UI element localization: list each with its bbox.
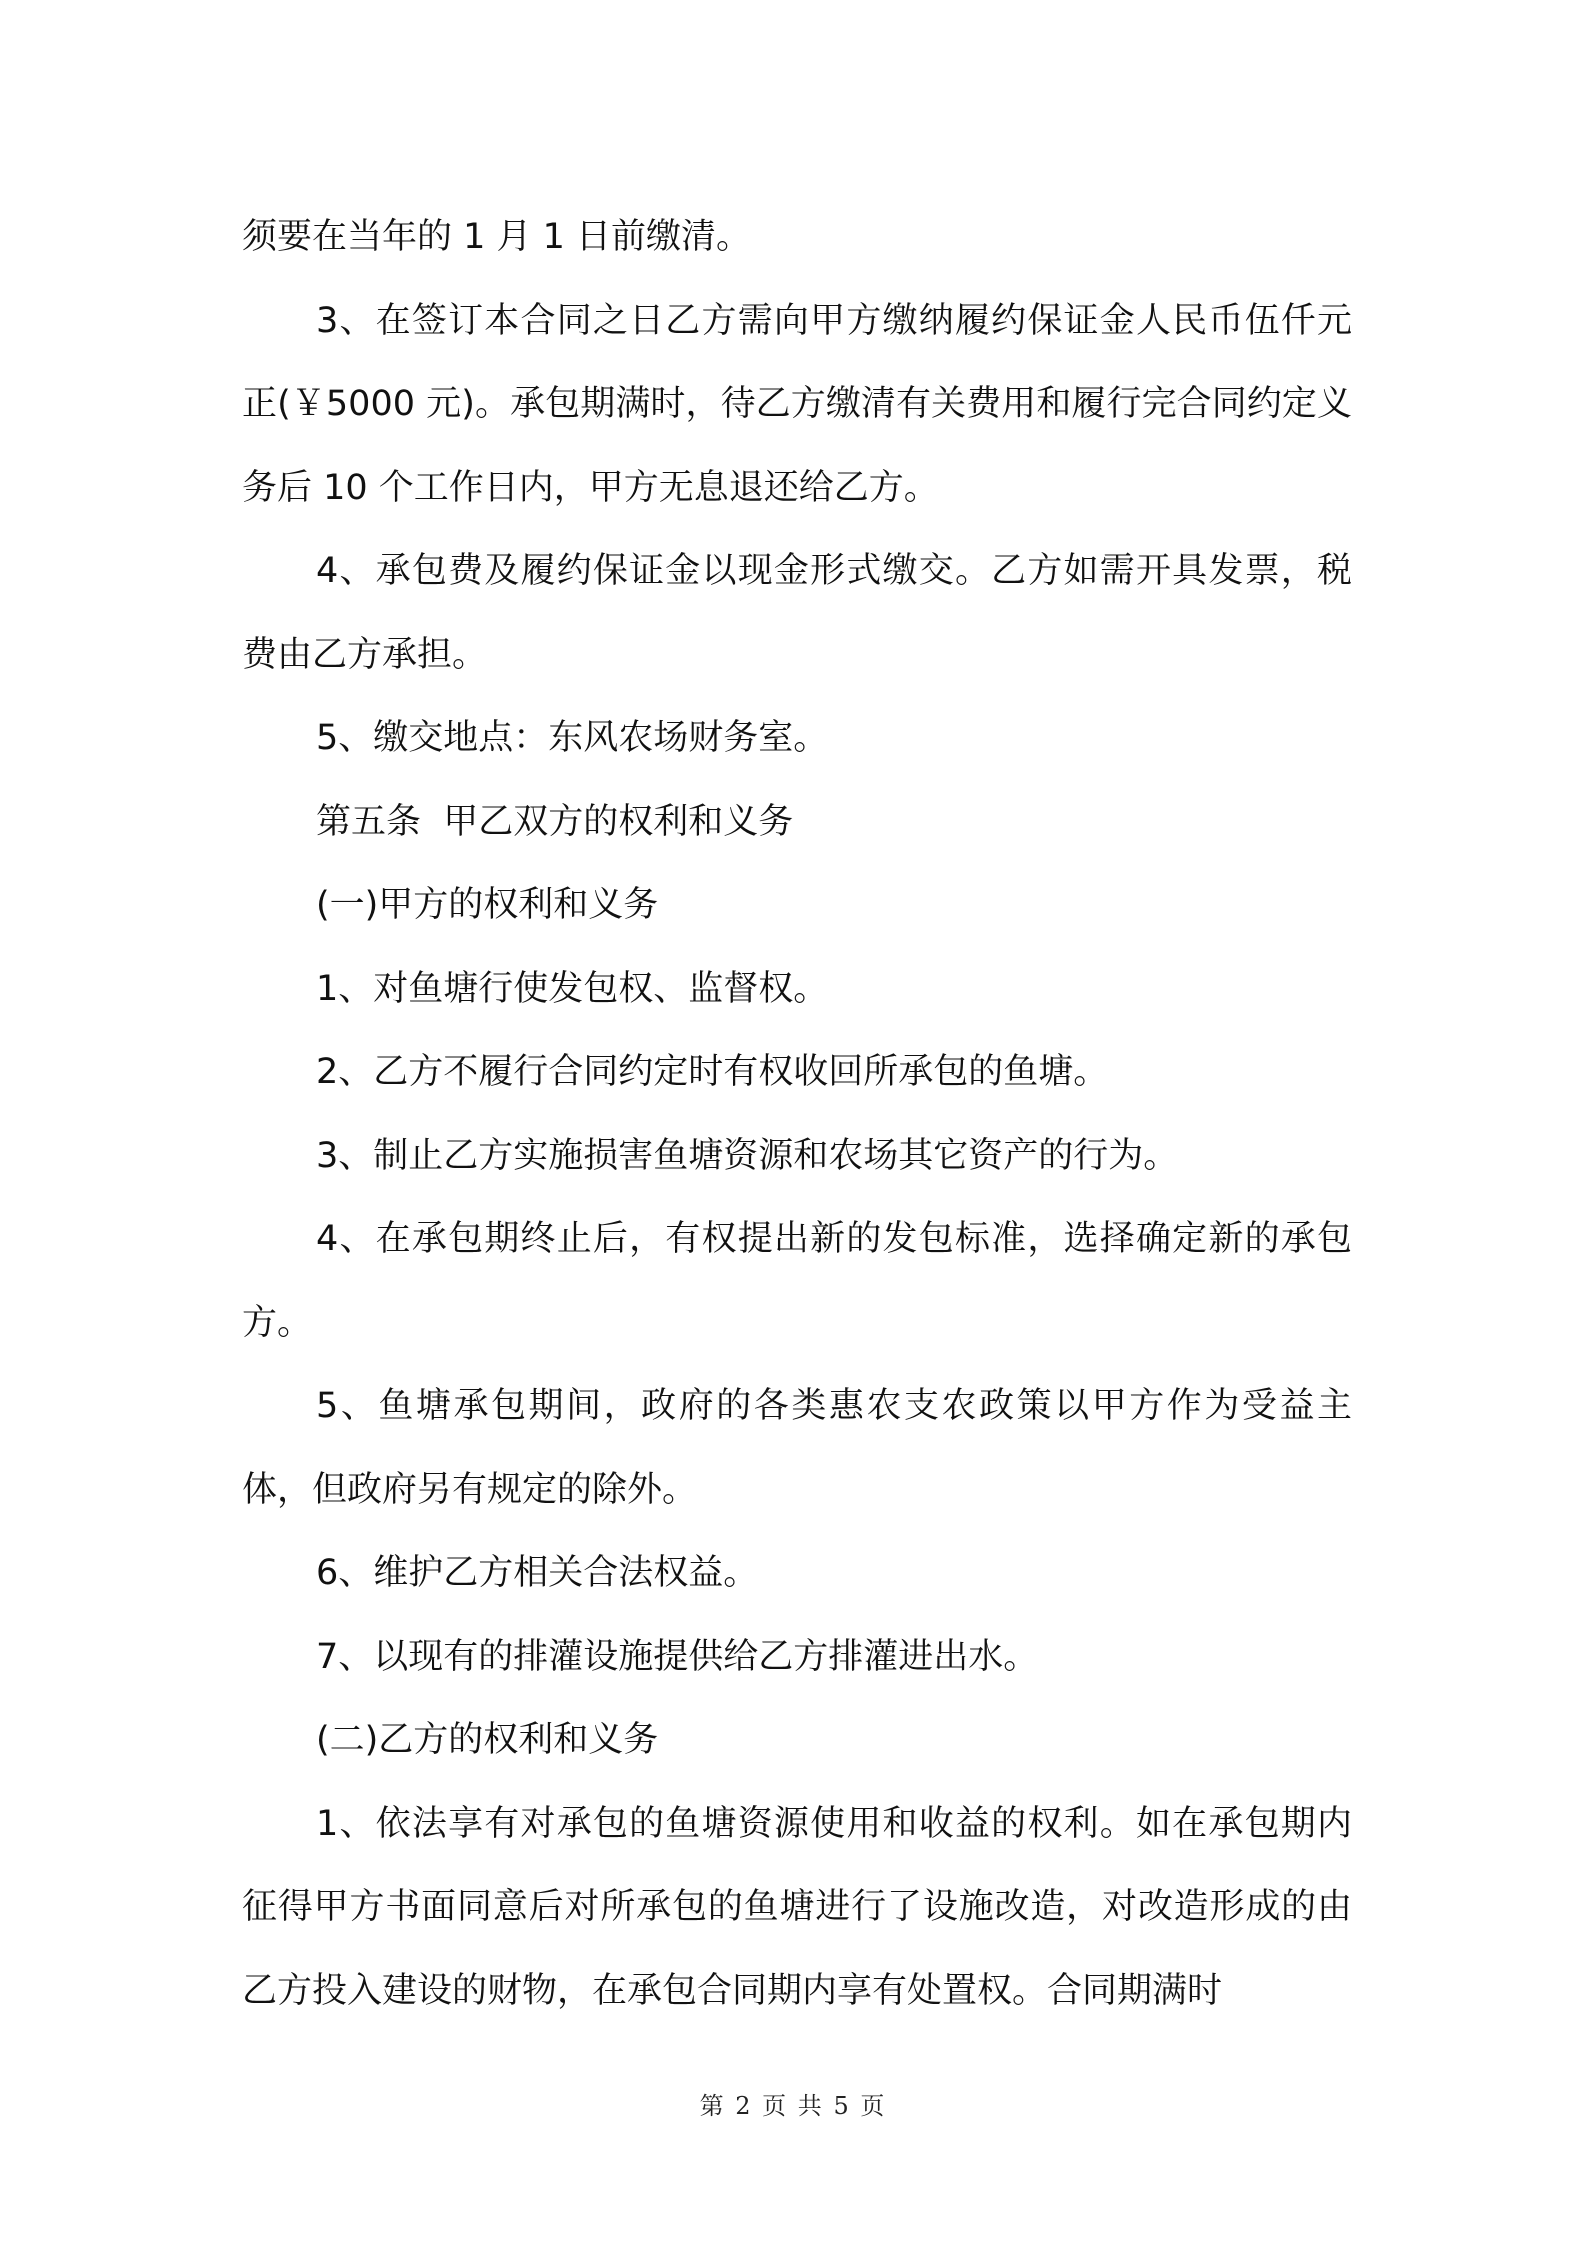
party-a-section-heading: (一)甲方的权利和义务 xyxy=(316,885,659,925)
party-a-item-6: 6、维护乙方相关合法权益。 xyxy=(316,1553,759,1593)
party-a-item-7: 7、以现有的排灌设施提供给乙方排灌进出水。 xyxy=(316,1636,1039,1677)
article-five-heading: 第五条 甲乙双方的权利和义务 xyxy=(316,801,794,842)
paragraph-payment-location: 5、缴交地点：东风农场财务室。 xyxy=(316,718,829,758)
document-body xyxy=(242,196,1352,2033)
party-a-item-5: 5、鱼塘承包期间，政府的各类惠农支农政策以甲方作为受益主体，但政府另有规定的除外。 xyxy=(242,1386,1352,1510)
party-a-item-2: 2、乙方不履行合同约定时有权收回所承包的鱼塘。 xyxy=(316,1052,1109,1092)
paragraph-deposit-clause: 3、在签订本合同之日乙方需向甲方缴纳履约保证金人民币伍仟元正(￥5000 元)。承包期满时，待乙方缴清有关费用和履行完合同约定义务后 10 个工作日内，甲方无息退还给乙方。 xyxy=(242,300,1352,508)
party-b-item-1: 1、依法享有对承包的鱼塘资源使用和收益的权利。如在承包期内征得甲方书面同意后对所承包的鱼塘进行了设施改造，对改造形成的由乙方投入建设的财物，在承包合同期内享有处置权。合同期满时 xyxy=(242,1803,1352,2011)
paragraph-continuation: 须要在当年的 1 月 1 日前缴清。 xyxy=(242,217,752,257)
party-a-item-4: 4、在承包期终止后，有权提出新的发包标准，选择确定新的承包方。 xyxy=(242,1219,1352,1343)
page-number-footer: 第 2 页 共 5 页 xyxy=(699,2092,887,2120)
party-a-item-1: 1、对鱼塘行使发包权、监督权。 xyxy=(316,968,829,1009)
paragraph-payment-form: 4、承包费及履约保证金以现金形式缴交。乙方如需开具发票，税费由乙方承担。 xyxy=(242,551,1352,675)
party-a-item-3: 3、制止乙方实施损害鱼塘资源和农场其它资产的行为。 xyxy=(316,1135,1179,1176)
party-b-section-heading: (二)乙方的权利和义务 xyxy=(316,1720,659,1760)
